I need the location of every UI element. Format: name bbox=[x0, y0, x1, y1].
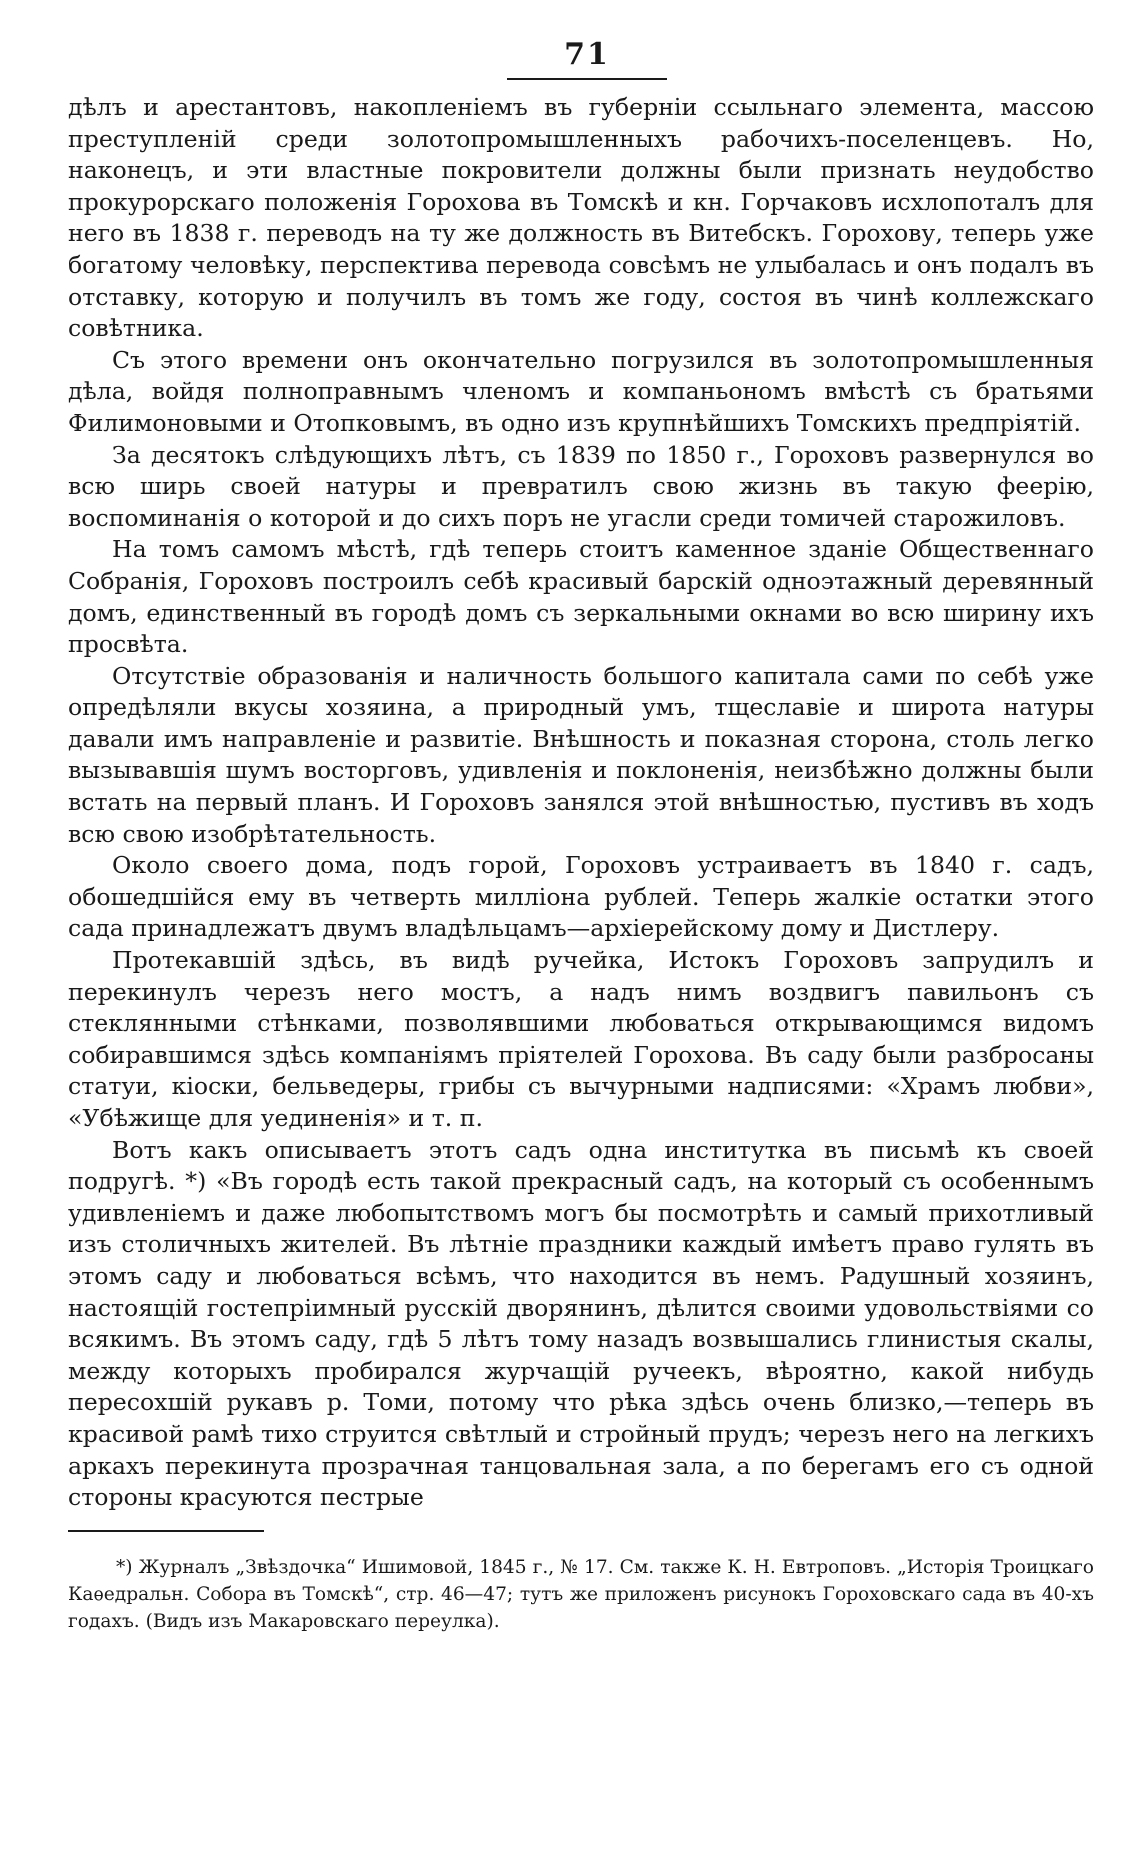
paragraph-3: За десятокъ слѣдующихъ лѣтъ, съ 1839 по 1850 г., Гороховъ развернулся во всю ширь своей натуры и превратилъ свою жизнь въ такую феерію, воспоминанія о которой и до сихъ поръ не угасли среди томичей старожиловъ. bbox=[68, 440, 1094, 532]
footnote-divider bbox=[68, 1530, 264, 1532]
page-number-rule bbox=[507, 78, 667, 80]
page-number: 71 bbox=[564, 37, 610, 72]
paragraph-4: На томъ самомъ мѣстѣ, гдѣ теперь стоитъ каменное зданіе Общественнаго Собранія, Гороховъ построилъ себѣ красивый барскій одноэтажный деревянный домъ, единственный въ городѣ домъ съ зеркальными окнами во всю ширину ихъ просвѣта. bbox=[68, 535, 1094, 659]
paragraph-7: Протекавшій здѣсь, въ видѣ ручейка, Истокъ Гороховъ запрудилъ и перекинулъ черезъ него мостъ, а надъ нимъ воздвигъ павильонъ съ стеклянными стѣнками, позволявшими любоваться открывающимся видомъ собиравшимся здѣсь компаніямъ пріятелей Горохова. Въ саду были разбросаны статуи, кіоски, бельведеры, грибы съ вычурными надписями: «Храмъ любви», «Убѣжище для уединенія» и т. п. bbox=[68, 946, 1094, 1132]
body-text bbox=[68, 92, 1094, 1514]
footnote: *) Журналъ „Звѣздочка“ Ишимовой, 1845 г., № 17. См. также К. Н. Евтроповъ. „Исторія Троицкаго Каѳедральн. Собора въ Томскѣ“, стр. 46—47; тутъ же приложенъ рисунокъ Гороховскаго сада въ 40-хъ годахъ. (Видъ изъ Макаровскаго переулка). bbox=[68, 1556, 1094, 1632]
paragraph-6: Около своего дома, подъ горой, Гороховъ устраиваетъ въ 1840 г. садъ, обошедшійся ему въ четверть милліона рублей. Теперь жалкіе остатки этого сада принадлежатъ двумъ владѣльцамъ—архіерейскому дому и Дистлеру. bbox=[68, 851, 1094, 943]
paragraph-2: Съ этого времени онъ окончательно погрузился въ золотопромышленныя дѣла, войдя полноправнымъ членомъ и компаньономъ вмѣстѣ съ братьями Филимоновыми и Отопковымъ, въ одно изъ крупнѣйшихъ Томскихъ предпріятій. bbox=[68, 345, 1094, 437]
paragraph-8: Вотъ какъ описываетъ этотъ садъ одна институтка въ письмѣ къ своей подругѣ. *) «Въ городѣ есть такой прекрасный садъ, на который съ особеннымъ удивленіемъ и даже любопытствомъ могъ бы посмотрѣть и самый прихотливый изъ столичныхъ жителей. Въ лѣтніе праздники каждый имѣетъ право гулять въ этомъ саду и любоваться всѣмъ, что находится въ немъ. Радушный хозяинъ, настоящій гостепріимный русскій дворянинъ, дѣлится своими удовольствіями со всякимъ. Въ этомъ саду, гдѣ 5 лѣтъ тому назадъ возвышались глинистыя скалы, между которыхъ пробирался журчащій ручеекъ, вѣроятно, какой нибудь пересохшій рукавъ р. Томи, потому что рѣка здѣсь очень близко,—теперь въ красивой рамѣ тихо струится свѣтлый и стройный прудъ; черезъ него на легкихъ аркахъ перекинута прозрачная танцовальная зала, а по берегамъ его съ одной стороны красуются пестрые bbox=[68, 1135, 1094, 1512]
paragraph-5: Отсутствіе образованія и наличность большого капитала сами по себѣ уже опредѣляли вкусы хозяина, а природный умъ, тщеславіе и широта натуры давали имъ направленіе и развитіе. Внѣшность и показная сторона, столь легко вызывавшія шумъ восторговъ, удивленія и поклоненія, неизбѣжно должны были встать на первый планъ. И Гороховъ занялся этой внѣшностью, пустивъ въ ходъ всю свою изобрѣтательность. bbox=[68, 661, 1094, 848]
paragraph-1: дѣлъ и арестантовъ, накопленіемъ въ губерніи ссыльнаго элемента, массою преступленій среди золотопромышленныхъ рабочихъ-поселенцевъ. Но, наконецъ, и эти властные покровители должны были признать неудобство прокурорскаго положенія Горохова въ Томскѣ и кн. Горчаковъ исхлопоталъ для него въ 1838 г. переводъ на ту же должность въ Витебскъ. Горохову, теперь уже богатому человѣку, перспектива перевода совсѣмъ не улыбалась и онъ подалъ въ отставку, которую и получилъ въ томъ же году, состоя въ чинѣ коллежскаго совѣтника. bbox=[68, 93, 1094, 343]
document-page bbox=[68, 37, 1094, 1635]
